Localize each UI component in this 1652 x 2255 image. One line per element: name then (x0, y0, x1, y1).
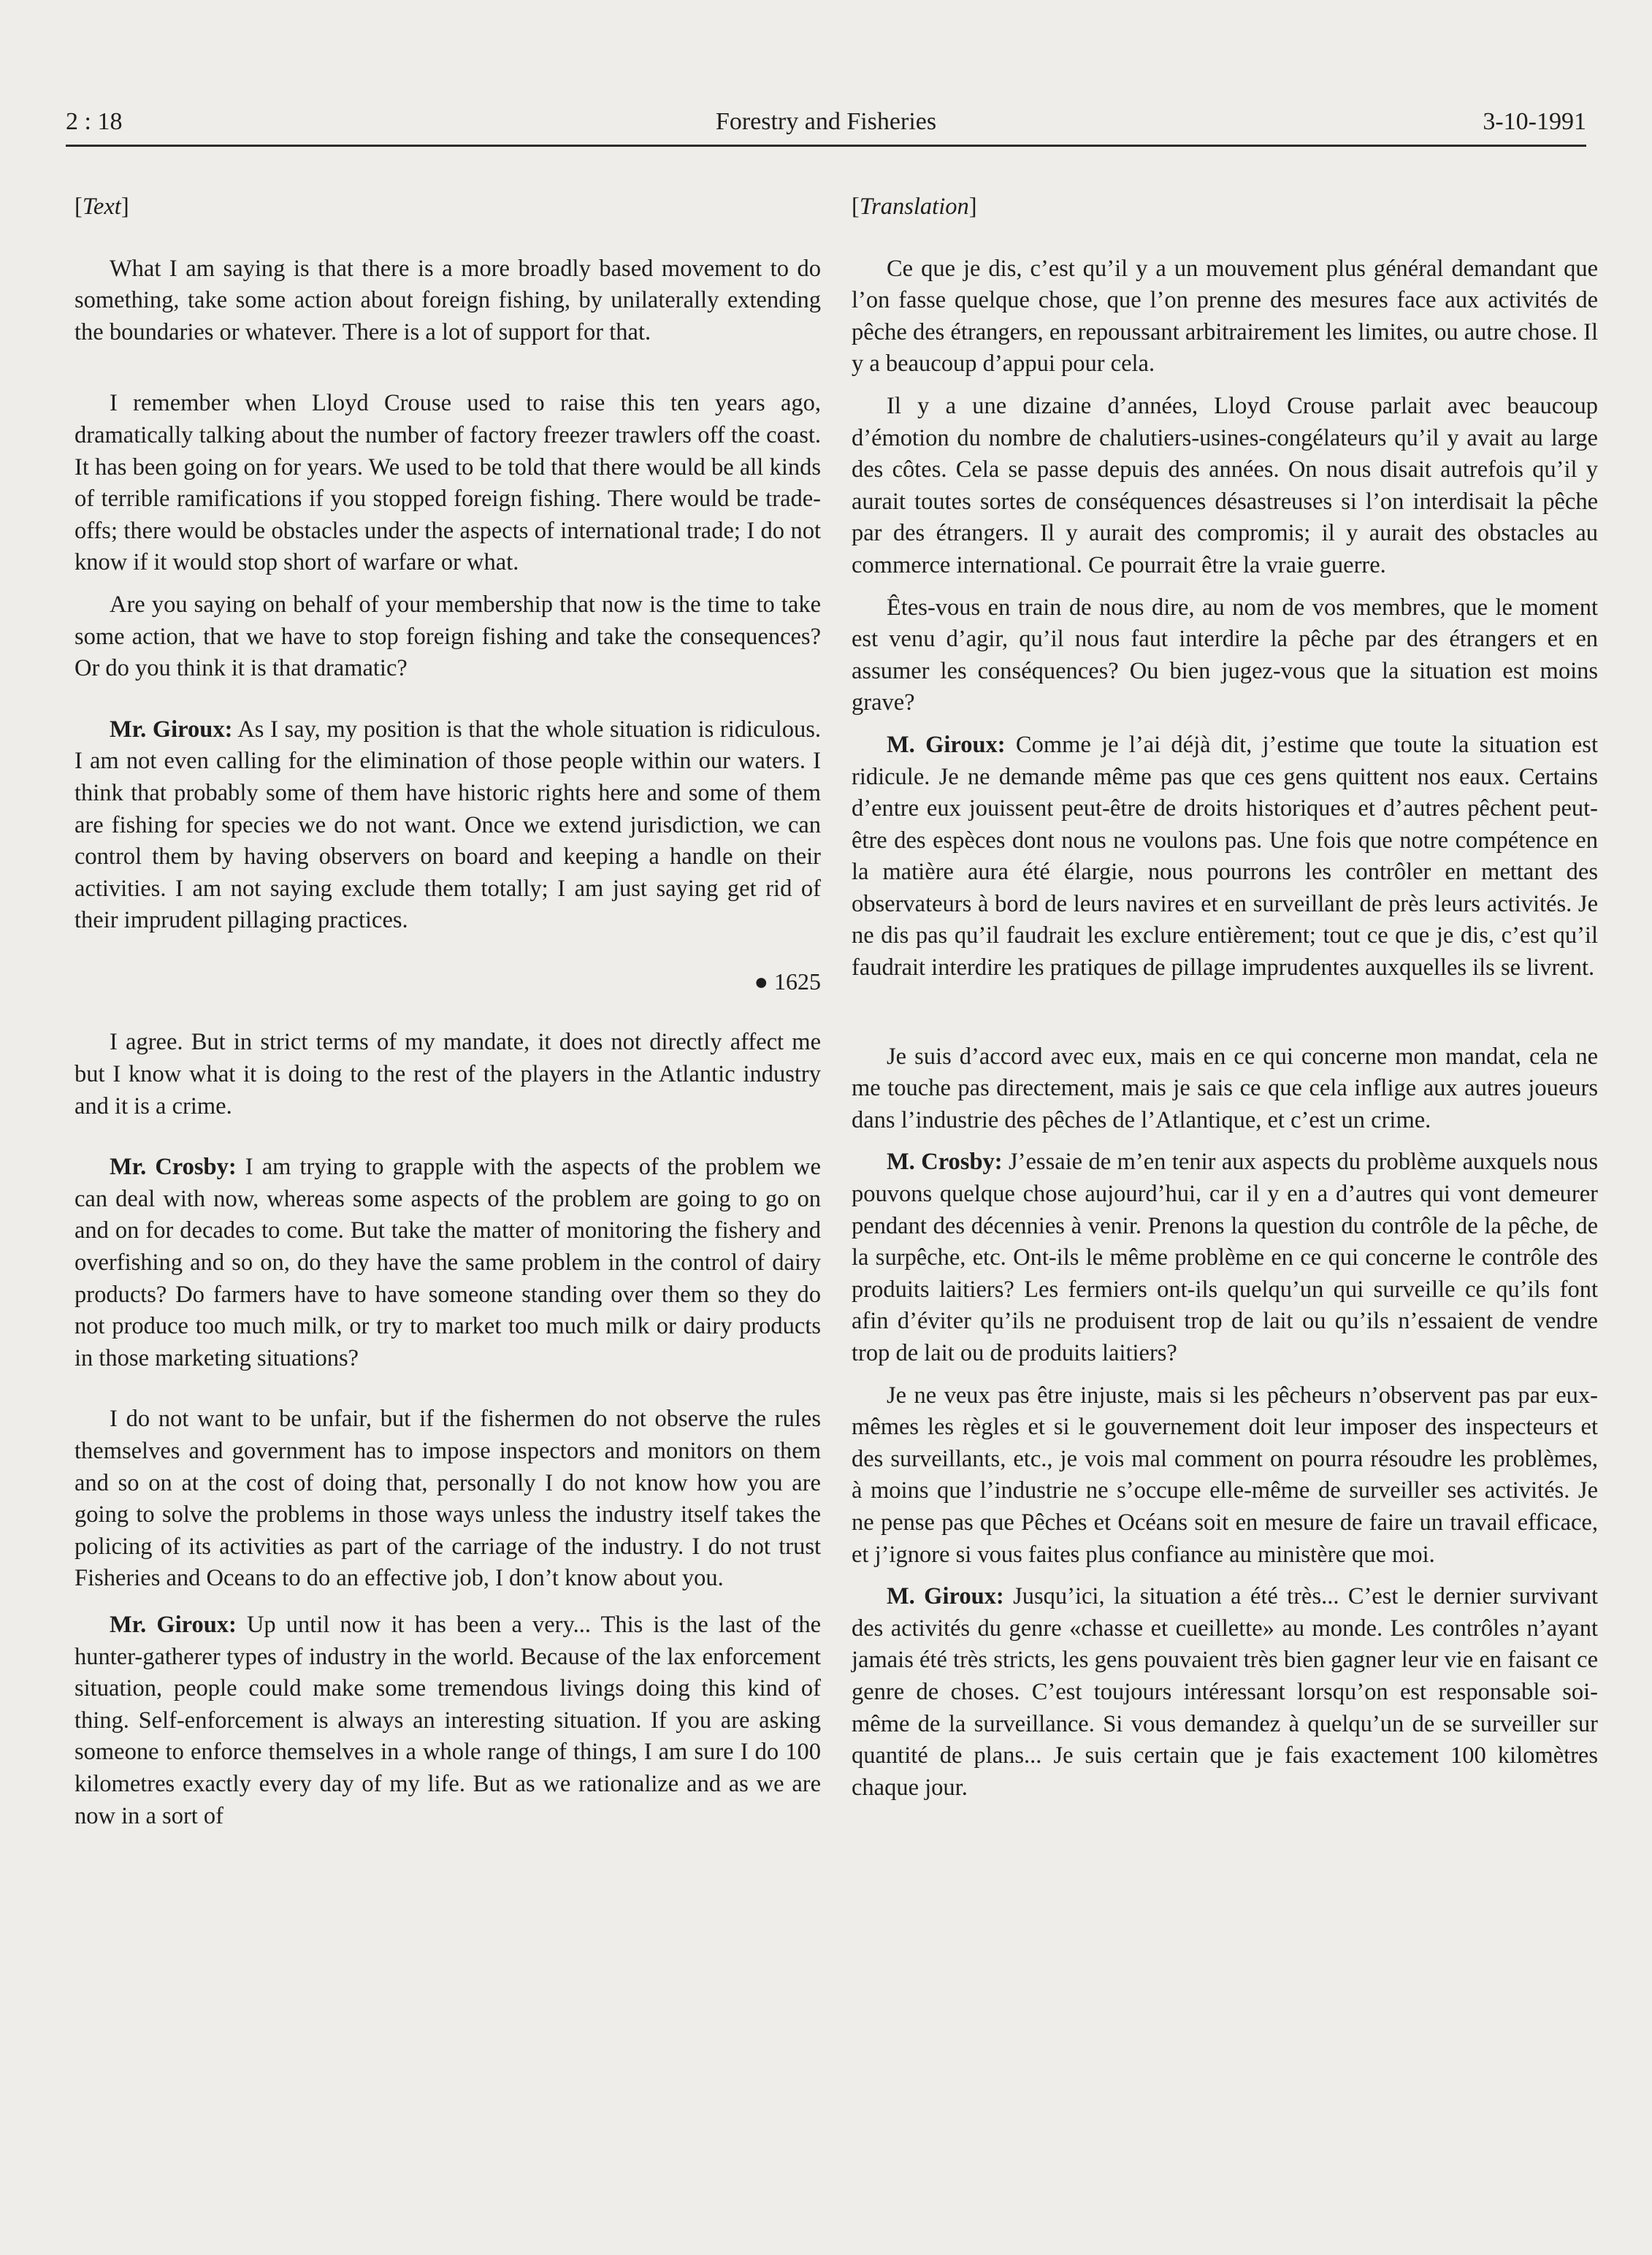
paragraph: Il y a une dizaine d’années, Lloyd Crouse parlait avec beaucoup d’émotion du nombre de chalutiers-usines-congélateurs qu’il y avait au large des côtes. Cela se passe depuis des années. On nous disait autrefois qu’il y aurait toutes sortes de conséquences désastreuses si l’on interdisait la pêche par des étrangers. Il y aurait des compromis; il y aurait des obstacles au commerce international. Ce pourrait être la vraie guerre. (852, 392, 1598, 578)
page-header (66, 102, 1586, 147)
paragraph: Are you saying on behalf of your membership that now is the time to take some action, that we have to stop foreign fishing and take the consequences? Or do you think it is that dramatic? (74, 591, 821, 682)
page-number: 2 : 18 (66, 108, 123, 135)
text-label: [Text] (74, 194, 129, 220)
speaker-name: Mr. Giroux: (110, 1611, 237, 1638)
paragraph: Ce que je dis, c’est qu’il y a un mouvement plus général demandant que l’on fasse quelque chose, que l’on prenne des mesures face aux activités de pêche des étrangers, en repoussant arbitrairement les limites, ou autre chose. Il y a beaucoup d’appui pour cela. (852, 255, 1598, 378)
paragraph: Êtes-vous en train de nous dire, au nom de vos membres, que le moment est venu d’agir, qu’il nous faut interdire la pêche par des étrangers et en assumer les conséquences? Ou bien jugez-vous que la situation est moins grave? (852, 594, 1598, 716)
paragraph: Je suis d’accord avec eux, mais en ce qui concerne mon mandat, cela ne me touche pas directement, mais je sais ce que cela inflige aux autres joueurs dans l’industrie des pêches de l’Atlantique, et c’est un crime. (852, 1043, 1598, 1133)
speaker-name: M. Giroux: (887, 1583, 1004, 1610)
paragraph: I remember when Lloyd Crouse used to raise this ten years ago, dramatically talking about the number of factory freezer trawlers off the coast. It has been going on for years. We used to be told that there would be all kinds of terrible ramifications if you stopped foreign fishing. There would be trade-offs; there would be obstacles under the aspects of international trade; I do not know if it would stop short of warfare or what. (74, 390, 821, 576)
paragraph: I agree. But in strict terms of my mandate, it does not directly affect me but I know what it is doing to the rest of the players in the Atlantic industry and it is a crime. (74, 1029, 821, 1119)
page-title: Forestry and Fisheries (715, 108, 937, 135)
time-marker: ● 1625 (754, 968, 821, 995)
paragraph: Mr. Giroux: As I say, my position is that the whole situation is ridiculous. I am not even calling for the elimination of those people within our waters. I think that probably some of them have historic rights here and some of them are fishing for species we do not want. Once we extend jurisdiction, we can control them by having observers on board and keeping a handle on their activities. I am not saying exclude them totally; I am just saying get rid of their imprudent pillaging practices. (74, 716, 821, 934)
speaker-name: Mr. Giroux: (110, 716, 233, 743)
speaker-name: M. Giroux: (887, 731, 1006, 758)
speaker-name: M. Crosby: (887, 1149, 1003, 1176)
paragraph: Mr. Giroux: Up until now it has been a very... This is the last of the hunter-gatherer types of industry in the world. Because of the lax enforcement situation, people could make some tremendous livings doing this kind of thing. Self-enforcement is always an interesting situation. If you are asking someone to enforce themselves in a whole range of things, I am sure I do 100 kilometres exactly every day of my life. But as we rationalize and as we are now in a sort of (74, 1611, 821, 1829)
page-date: 3-10-1991 (1483, 108, 1586, 135)
paragraph: M. Crosby: J’essaie de m’en tenir aux aspects du problème auxquels nous pouvons quelque chose aujourd’hui, car il y en a d’autres qui vont demeurer pendant des décennies à venir. Prenons la question du contrôle de la pêche, de la surpêche, etc. Ont-ils le même problème en ce qui concerne le contrôle des produits laitiers? Les fermiers ont-ils quelqu’un qui surveille ce qu’ils font afin d’éviter qu’ils ne produisent trop de lait ou qu’ils n’essaient de vendre trop de lait ou de produits laitiers? (852, 1149, 1598, 1366)
paragraph: Je ne veux pas être injuste, mais si les pêcheurs n’observent pas par eux-mêmes les règles et si le gouvernement doit leur imposer des inspecteurs et des surveillants, etc., je vois mal comment on pourra résoudre les problèmes, à moins que l’industrie ne s’occupe elle-même de surveiller ses activités. Je ne pense pas que Pêches et Océans soit en mesure de faire un travail efficace, et j’ignore si vous faites plus confiance au ministère que moi. (852, 1382, 1598, 1568)
translation-label: [Translation] (852, 194, 977, 220)
english-column (74, 191, 821, 1832)
paragraph: I do not want to be unfair, but if the fishermen do not observe the rules themselves and government has to impose inspectors and monitors on them and so on at the cost of doing that, personally I do not know how you are going to solve the problems in those ways unless the industry itself takes the policing of its activities as part of the carriage of the industry. I do not trust Fisheries and Oceans to do an effective job, I don’t know about you. (74, 1406, 821, 1592)
french-column (852, 191, 1598, 1804)
speaker-name: Mr. Crosby: (110, 1154, 237, 1181)
paragraph: Mr. Crosby: I am trying to grapple with the aspects of the problem we can deal with now, whereas some aspects of the problem are going to go on and on for decades to come. But take the matter of monitoring the fishery and overfishing and so on, do they have the same problem in the control of dairy products? Do farmers have to have someone standing over them so they do not produce too much milk, or try to market too much milk or dairy products in those marketing situations? (74, 1154, 821, 1371)
paragraph: M. Giroux: Comme je l’ai déjà dit, j’estime que toute la situation est ridicule. Je ne demande même pas que ces gens quittent nos eaux. Certains d’entre eux jouissent peut-être de droits historiques et d’autres pêchent peut-être des espèces dont nous ne voulons pas. Une fois que notre compétence en la matière aura été élargie, nous pourrons les contrôler en mettant des observateurs à bord de leurs navires et en surveillant de près leurs activités. Je ne dis pas qu’il faudrait les exclure entièrement; tout ce que je dis, c’est qu’il faudrait interdire les pratiques de pillage imprudentes auxquelles ils se livrent. (852, 731, 1598, 981)
paragraph: What I am saying is that there is a more broadly based movement to do something, take some action about foreign fishing, by unilaterally extending the boundaries or whatever. There is a lot of support for that. (74, 255, 821, 345)
paragraph: M. Giroux: Jusqu’ici, la situation a été très... C’est le dernier survivant des activités du genre «chasse et cueillette» au monde. Les contrôles n’ayant jamais été très stricts, les gens pouvaient très bien gagner leur vie en faisant ce genre de choses. C’est toujours intéressant lorsqu’on est responsable soi-même de la surveillance. Si vous demandez à quelqu’un de se surveiller sur quantité de plans... Je suis certain que je fais exactement 100 kilomètres chaque jour. (852, 1583, 1598, 1801)
